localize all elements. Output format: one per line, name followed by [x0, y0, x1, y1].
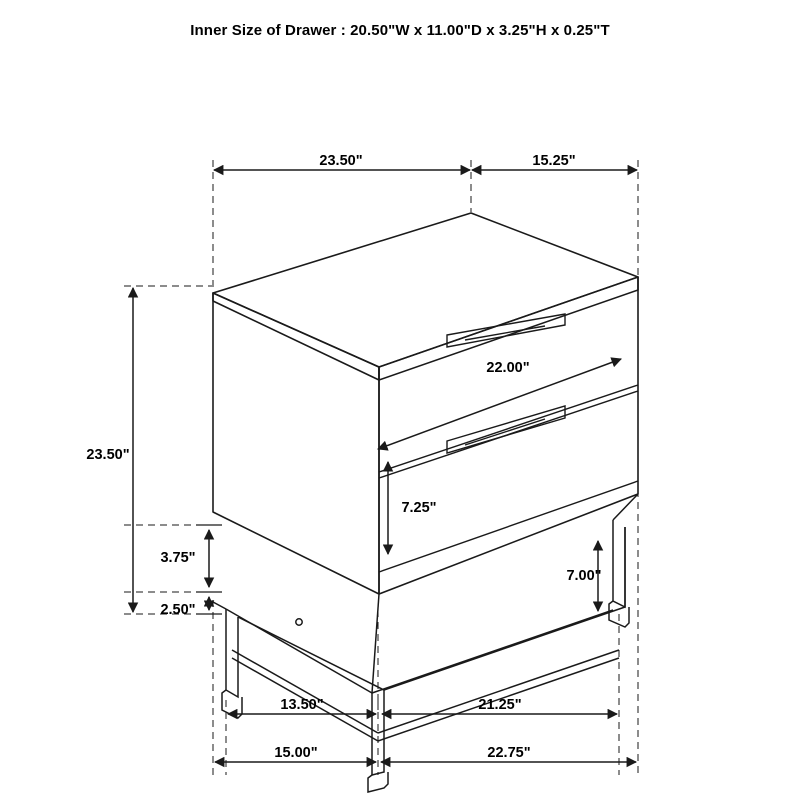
label-side-leg: 7.00" [566, 568, 602, 584]
label-base-width: 21.25" [478, 697, 522, 713]
label-bottom-width: 22.75" [487, 745, 531, 761]
cabinet-body [213, 213, 638, 594]
label-drawer-zone: 7.25" [401, 500, 437, 516]
dimension-arrows [133, 170, 637, 762]
label-base-depth: 13.50" [280, 697, 324, 713]
extension-lines [124, 160, 638, 775]
label-bottom-depth: 15.00" [274, 745, 318, 761]
label-top-depth: 15.25" [532, 153, 576, 169]
page-title: Inner Size of Drawer : 20.50"W x 11.00"D x 3.25"H x 0.25"T [190, 22, 610, 39]
label-leg-lower: 2.50" [160, 602, 196, 618]
label-height: 23.50" [86, 447, 130, 463]
label-top-width: 23.50" [319, 153, 363, 169]
label-leg-upper: 3.75" [160, 550, 196, 566]
label-drawer-width: 22.00" [486, 360, 530, 376]
